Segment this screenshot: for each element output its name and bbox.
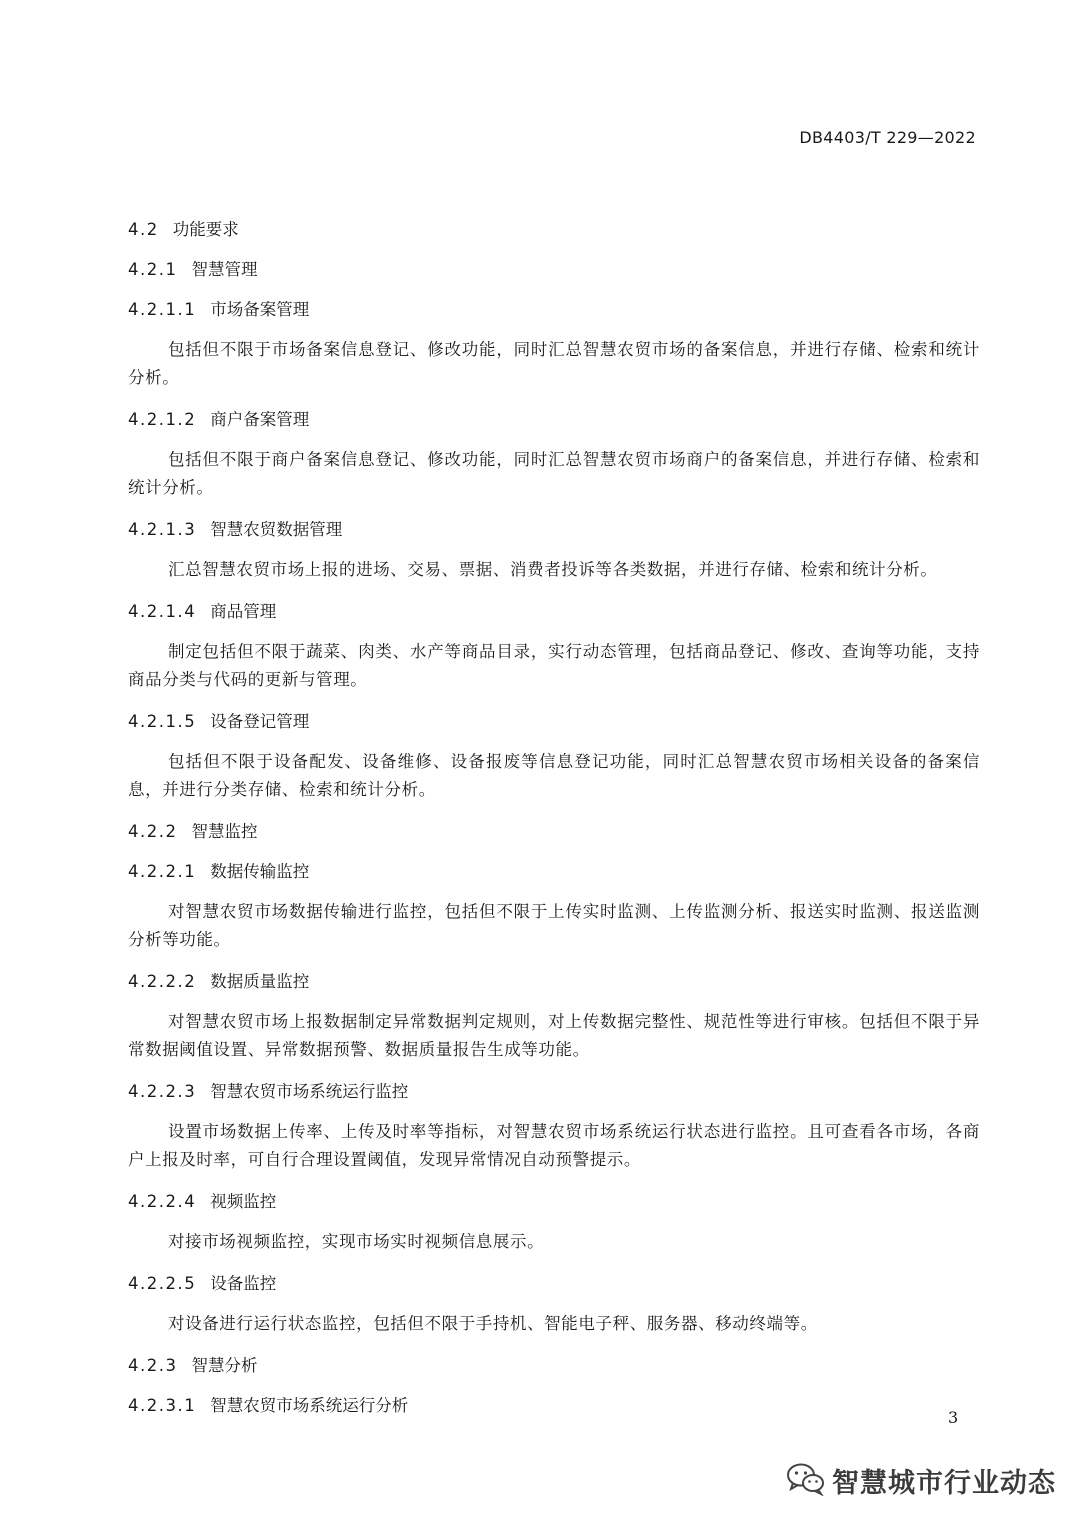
section-heading (128, 858, 980, 886)
section-heading (128, 1078, 980, 1106)
paragraph: 对智慧农贸市场数据传输进行监控，包括但不限于上传实时监测、上传监测分析、报送实时监测、报送监测分析等功能。 (128, 902, 980, 949)
section-heading (128, 818, 980, 846)
section-number: 4.2.1.5 (128, 712, 197, 731)
section-number: 4.2 (128, 220, 159, 239)
section-heading (128, 1392, 980, 1420)
section-number: 4.2.2.4 (128, 1192, 197, 1211)
paragraph: 对智慧农贸市场上报数据制定异常数据判定规则，对上传数据完整性、规范性等进行审核。包括但不限于异常数据阈值设置、异常数据预警、数据质量报告生成等功能。 (128, 1012, 980, 1059)
section-number: 4.2.3 (128, 1356, 178, 1375)
section-heading (128, 216, 980, 244)
section-heading (128, 1352, 980, 1380)
wechat-icon (786, 1462, 826, 1500)
section-number: 4.2.1.4 (128, 602, 197, 621)
section-title: 数据传输监控 (210, 862, 310, 881)
section-heading (128, 1188, 980, 1216)
paragraph: 对接市场视频监控，实现市场实时视频信息展示。 (168, 1232, 545, 1251)
section-heading (128, 708, 980, 736)
section-title: 商户备案管理 (210, 410, 310, 429)
page-number: 3 (948, 1408, 959, 1427)
section-title: 智慧农贸市场系统运行监控 (210, 1082, 409, 1101)
paragraph: 对设备进行运行状态监控，包括但不限于手持机、智能电子秤、服务器、移动终端等。 (168, 1314, 818, 1333)
section-title: 设备监控 (210, 1274, 277, 1293)
section-title: 智慧监控 (191, 822, 258, 841)
paragraph: 设置市场数据上传率、上传及时率等指标，对智慧农贸市场系统运行状态进行监控。且可查看各市场，各商户上报及时率，可自行合理设置阈值，发现异常情况自动预警提示。 (128, 1122, 980, 1169)
paragraph: 制定包括但不限于蔬菜、肉类、水产等商品目录，实行动态管理，包括商品登记、修改、查询等功能，支持商品分类与代码的更新与管理。 (128, 642, 980, 689)
section-number: 4.2.2 (128, 822, 178, 841)
paragraph: 包括但不限于设备配发、设备维修、设备报废等信息登记功能，同时汇总智慧农贸市场相关设备的备案信息，并进行分类存储、检索和统计分析。 (128, 752, 980, 799)
section-heading (128, 516, 980, 544)
section-number: 4.2.1.2 (128, 410, 197, 429)
section-number: 4.2.3.1 (128, 1396, 197, 1415)
watermark (786, 1461, 1056, 1500)
section-title: 智慧农贸市场系统运行分析 (210, 1396, 409, 1415)
paragraph: 汇总智慧农贸市场上报的进场、交易、票据、消费者投诉等各类数据，并进行存储、检索和统计分析。 (168, 560, 938, 579)
section-number: 4.2.2.2 (128, 972, 197, 991)
section-heading (128, 406, 980, 434)
section-title: 智慧农贸数据管理 (210, 520, 343, 539)
document-body (128, 216, 980, 1432)
section-title: 功能要求 (172, 220, 239, 239)
section-number: 4.2.2.5 (128, 1274, 197, 1293)
section-heading (128, 256, 980, 284)
section-number: 4.2.2.3 (128, 1082, 197, 1101)
section-title: 设备登记管理 (210, 712, 310, 731)
watermark-text: 智慧城市行业动态 (832, 1468, 1056, 1499)
section-title: 智慧管理 (191, 260, 258, 279)
section-number: 4.2.2.1 (128, 862, 197, 881)
section-heading (128, 1270, 980, 1298)
section-title: 商品管理 (210, 602, 277, 621)
paragraph: 包括但不限于商户备案信息登记、修改功能，同时汇总智慧农贸市场商户的备案信息，并进行存储、检索和统计分析。 (128, 450, 980, 497)
section-title: 视频监控 (210, 1192, 277, 1211)
section-number: 4.2.1.1 (128, 300, 197, 319)
section-heading (128, 598, 980, 626)
section-title: 智慧分析 (191, 1356, 258, 1375)
document-code: DB4403/T 229—2022 (799, 128, 976, 147)
paragraph: 包括但不限于市场备案信息登记、修改功能，同时汇总智慧农贸市场的备案信息，并进行存储、检索和统计分析。 (128, 340, 980, 387)
section-title: 市场备案管理 (210, 300, 310, 319)
section-heading (128, 296, 980, 324)
section-heading (128, 968, 980, 996)
section-number: 4.2.1 (128, 260, 178, 279)
section-title: 数据质量监控 (210, 972, 310, 991)
section-number: 4.2.1.3 (128, 520, 197, 539)
